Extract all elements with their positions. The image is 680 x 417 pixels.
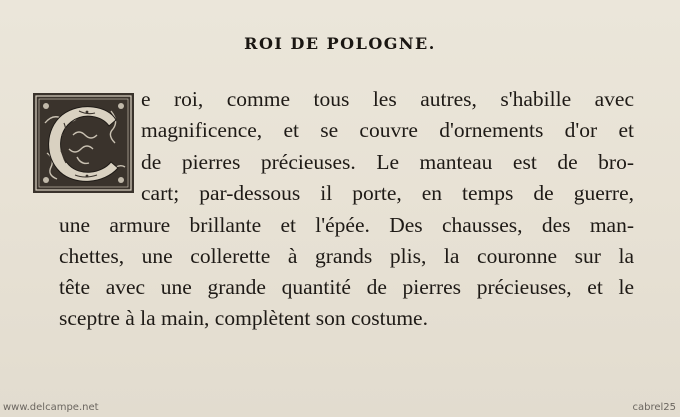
- watermark-user: cabrel25: [632, 402, 676, 413]
- text-line-8: sceptre à la main, complètent son costume.: [59, 306, 428, 330]
- text-line-4: cart; par-dessous il porte, en temps de guerre,: [141, 181, 634, 205]
- text-line-7: tête avec une grande quantité de pierres précieuses, et le: [59, 275, 634, 299]
- watermark-site: www.delcampe.net: [3, 402, 99, 413]
- text-line-5: une armure brillante et l'épée. Des chausses, des man-: [59, 213, 634, 237]
- text-line-1: e roi, comme tous les autres, s'habille avec: [141, 87, 634, 111]
- text-line-2: magnificence, et se couvre d'ornements d'or et: [141, 118, 634, 142]
- text-line-3: de pierres précieuses. Le manteau est de bro-: [141, 150, 634, 174]
- text-line-6: chettes, une collerette à grands plis, la couronne sur la: [59, 244, 634, 268]
- page-title: ROI DE POLOGNE.: [244, 34, 436, 53]
